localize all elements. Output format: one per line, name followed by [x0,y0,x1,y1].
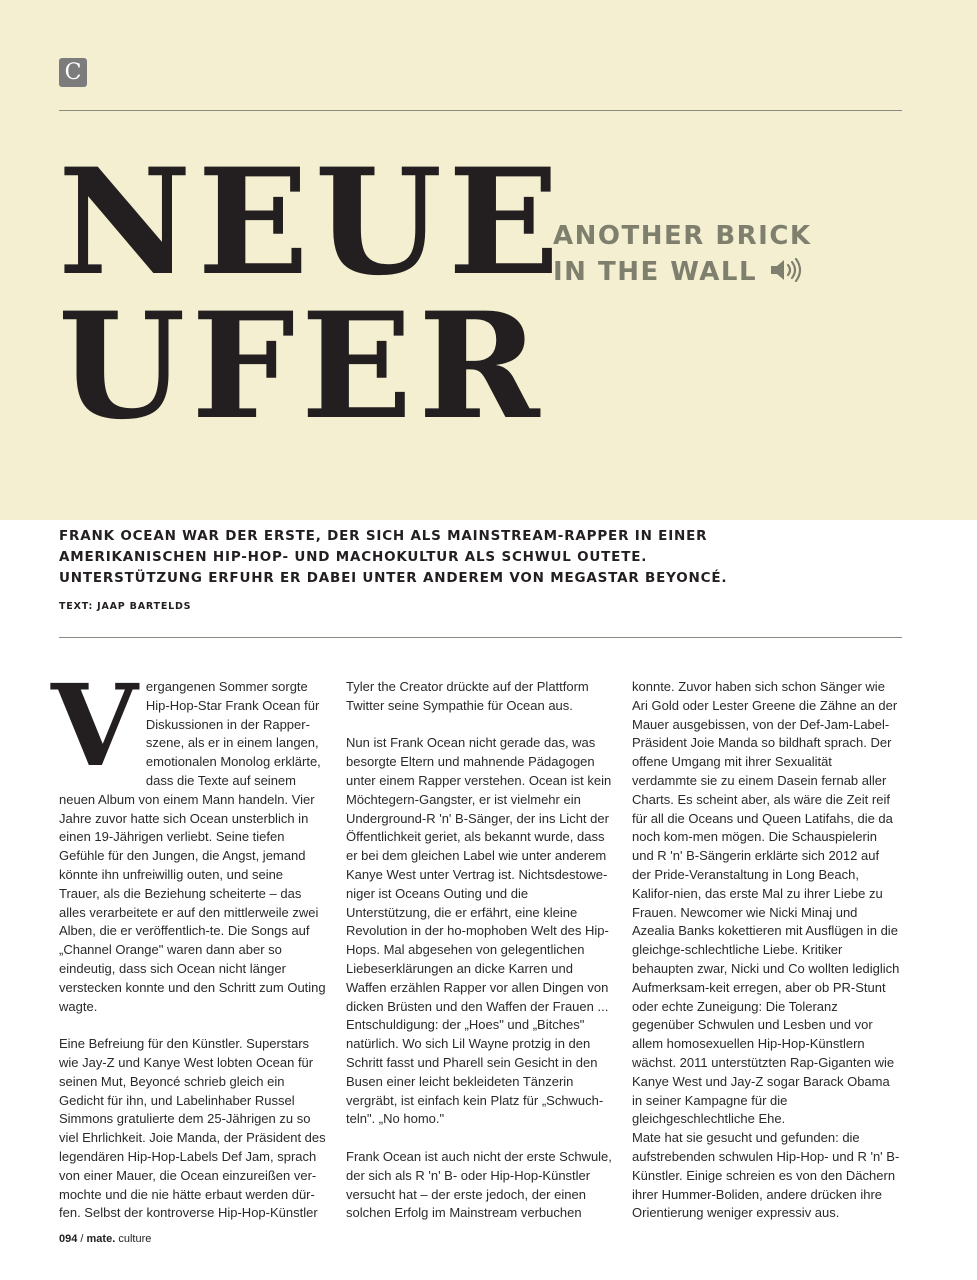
subtitle-line-2-text: IN THE WALL [553,257,758,287]
torn-paper-edge [0,470,977,530]
col2-paragraph-3: Frank Ocean ist auch nicht der erste Schwule, der sich als R 'n' B- oder Hip-Hop-Künstler versucht hat – der erste jedoch, der einen solchen Erfolg im Mainstream verbuchen [346,1148,612,1221]
headline-line-1: NEUE [58,137,566,308]
col1-paragraph-1: ergangenen Sommer sorgte Hip-Hop-Star Frank Ocean für Diskussionen in der Rapper-szene, als er in einem langen, emotionalen Monolog erklärte, dass die Texte auf seinem neuen Album von einem Mann handeln. Vier Jahre zuvor hatte sich Ocean unsterblich in einen 19-Jährigen verliebt. Seine tiefen Gefühle für den Jungen, die Angst, jemand könnte ihn unfreiwillig outen, und seine Trauer, als die Beziehung scheiterte – das alles verarbeitete er auf den mittlerweile zwei Alben, die er veröffentlich-te. Die Songs auf „Channel Orange" waren dann aber so eindeutig, dass sich Ocean nicht länger verstecken konnte und den Schritt zum Outing wagte. [59,679,326,1014]
author-credit: TEXT: JAAP BARTELDS [59,601,192,612]
article-column-1 [51,661,327,1223]
lead-line-1: FRANK OCEAN WAR DER ERSTE, DER SICH ALS MAINSTREAM-RAPPER IN EINER [59,528,708,544]
col2-paragraph-1: Tyler the Creator drückte auf der Plattform Twitter seine Sympathie für Ocean aus. [346,679,589,713]
page-number: 094 [59,1233,78,1245]
lead-line-3: UNTERSTÜTZUNG ERFUHR ER DABEI UNTER ANDEREM VON MEGASTAR BEYONCÉ. [59,570,728,586]
top-rule [59,110,902,111]
drop-cap: V [51,661,138,792]
speaker-icon[interactable] [769,257,803,283]
subtitle [553,218,812,290]
magazine-name: mate. [86,1233,116,1245]
col3-paragraph-1: konnte. Zuvor haben sich schon Sänger wie Ari Gold oder Lester Greene die Zähne an der Mauer ausgebissen, von der Def-Jam-Label-Präsident Joie Manda so bildhaft sprach. Der offene Umgang mit ihrer Sexualität verdammte sie zu einem Dasein fernab aller Charts. Es scheint aber, als wäre die Zeit reif für all die Oceans und Queen Latifahs, die da noch kom-men mögen. Die Schauspielerin und R 'n' B-Sängerin erklärte sich 2012 auf der Pride-Veranstaltung in Long Beach, Kalifor-nien, das erste Mal zu ihrer Liebe zu Frauen. Newcomer wie Nicki Minaj und Azealia Banks kokettieren mit Ausflügen in die gleichge-schlechtliche Liebe. Kritiker behaupten zwar, Nicki und Co wollten lediglich Aufmerksam-keit erregen, aber ob PR-Stunt oder echte Zuneigung: Die Toleranz gegenüber Schwulen und Lesben und vor allem homosexuellen Hip-Hop-Künstlern wächst. 2011 unterstützten Rap-Giganten wie Kanye West und Jay-Z sogar Barack Obama in seiner Kampagne für die gleichgeschlechtliche Ehe. [632,679,900,1127]
col1-paragraph-2: Eine Befreiung für den Künstler. Superstars wie Jay-Z und Kanye West lobten Ocean für seinen Mut, Beyoncé schrieb gleich ein Gedicht für ihn, und Labelinhaber Russel Simmons gratulierte dem 25-Jährigen zu so viel Ehrlichkeit. Joie Manda, der Präsident des legendären Hip-Hop-Labels Def Jam, sprach von einer Mauer, die Ocean einzureißen ver-mochte und die nie hätte erbaut werden dür-fen. Selbst der kontroverse Hip-Hop-Künstler [59,1036,326,1221]
article-column-2 [346,678,614,1223]
page-footer [59,1233,151,1245]
col3-paragraph-2: Mate hat sie gesucht und gefunden: die aufstrebenden schwulen Hip-Hop- und R 'n' B-Künstler. Einige schreien es von den Dächern ihrer Hummer-Boliden, andere drücken ihre Orientierung weniger expressiv aus. [632,1130,900,1221]
subtitle-line-2 [553,254,812,290]
subtitle-line-1: ANOTHER BRICK [553,221,812,251]
headline-line-2: UFER [58,281,546,452]
lead-line-2: AMERIKANISCHEN HIP-HOP- UND MACHOKULTUR ALS SCHWUL OUTETE. [59,549,648,565]
section-badge: C [59,58,87,87]
col2-paragraph-2: Nun ist Frank Ocean nicht gerade das, was besorgte Eltern und mahnende Pädagogen unter einem Rapper verstehen. Ocean ist kein Möchtegern-Gangster, er ist vielmehr ein Underground-R 'n' B-Sänger, der ins Licht der Öffentlichkeit geriet, als bekannt wurde, dass er bei dem gleichen Label wie unter anderem Kanye West unter Vertrag ist. Nichtsdestowe-niger ist Oceans Outing und die Unterstützung, die er erfährt, eine kleine Revolution in der ho-mophoben Welt des Hip-Hops. Mal abgesehen von gelegentlichen Liebeserklärungen an dicke Karren und Waffen erzählen Rapper vor allen Dingen von dicken Brüsten und den Waffen der Frauen ... Entschuldigung: der „Hoes" und „Bitches" natürlich. Wo sich Lil Wayne protzig in den Schritt fasst und Pharell sein Gesicht in den Busen einer leicht bekleideten Tänzerin vergräbt, ist einfach kein Platz für „Schwuch-teln". „No homo." [346,735,612,1127]
lead-paragraph [59,526,902,589]
section-name: culture [115,1233,152,1245]
article-column-3 [632,678,900,1223]
footer-separator: / [77,1233,87,1245]
lead-rule [59,637,902,638]
